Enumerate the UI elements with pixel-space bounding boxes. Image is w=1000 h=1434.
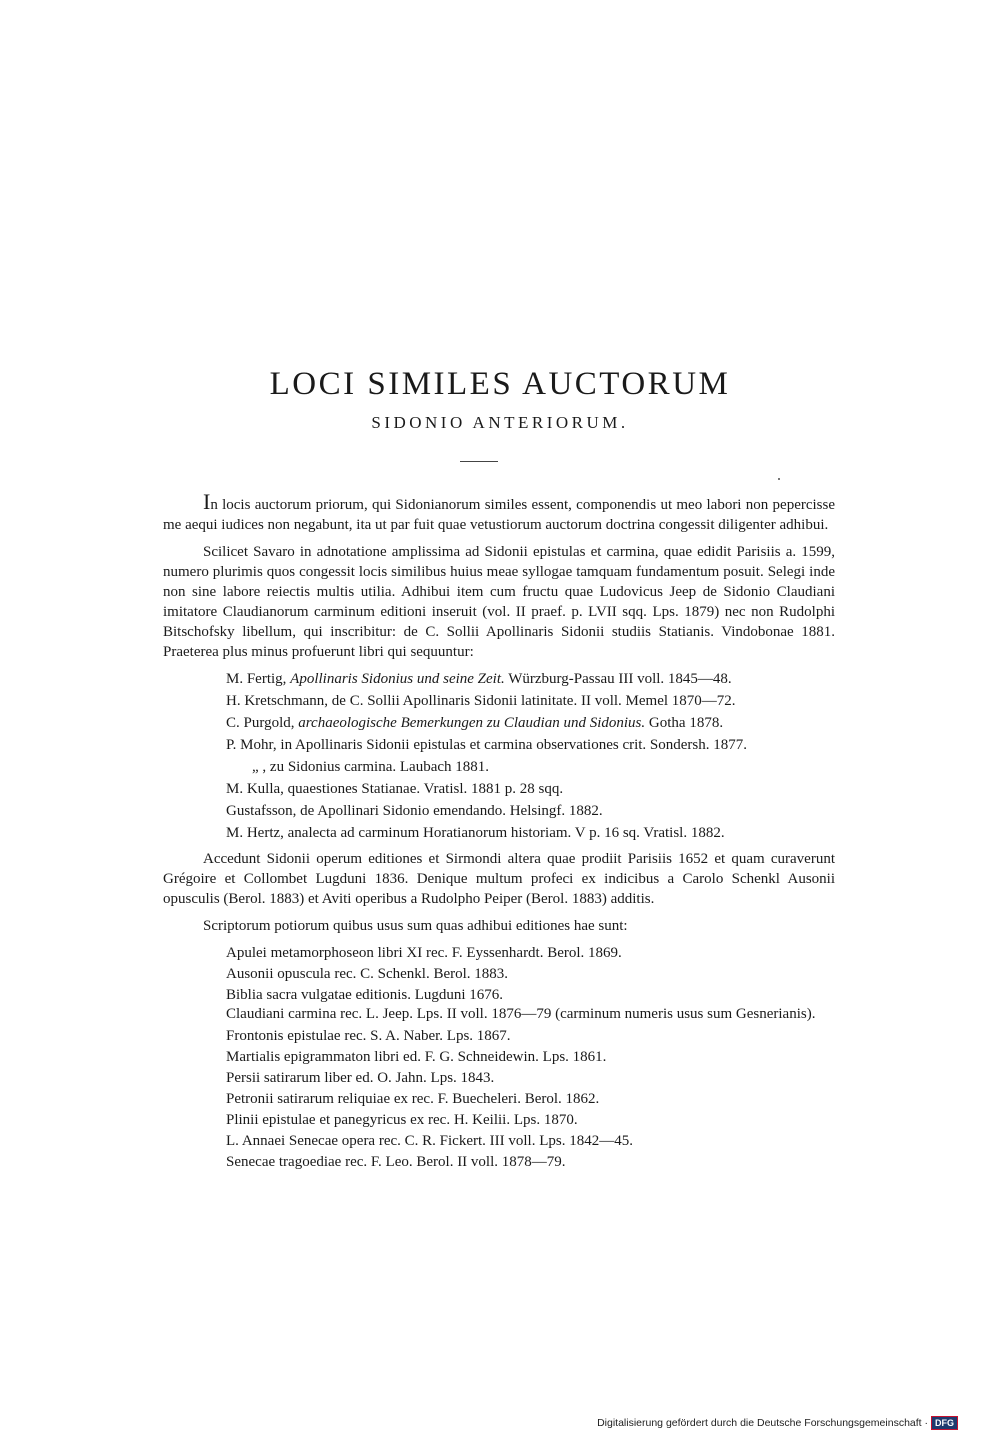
paragraph-editions: Accedunt Sidonii operum editiones et Sirmondi altera quae prodiit Parisiis 1652 et quam curaverunt Grégoire et Collombet Lugduni 1836. Denique multum profeci ex indicibus a Carolo Schenkl Ausonii opusculis (Berol. 1883) et Aviti operibus a Rudolpho Peiper (Berol. 1883) additis.: [163, 851, 835, 907]
edition-item: Frontonis epistulae rec. S. A. Naber. Lps. 1867.: [226, 1028, 511, 1044]
edition-item: Martialis epigrammaton libri ed. F. G. Schneidewin. Lps. 1861.: [226, 1049, 607, 1065]
reference-item: Gustafsson, de Apollinari Sidonio emendando. Helsingf. 1882.: [226, 803, 603, 819]
dfg-logo: DFG: [931, 1416, 958, 1430]
edition-item: Senecae tragoediae rec. F. Leo. Berol. II voll. 1878—79.: [226, 1154, 566, 1170]
edition-item: Apulei metamorphoseon libri XI rec. F. Eyssenhardt. Berol. 1869.: [226, 945, 622, 961]
reference-item: M. Fertig, Apollinaris Sidonius und seine Zeit. Würzburg-Passau III voll. 1845—48.: [226, 671, 732, 687]
edition-item: Plinii epistulae et panegyricus ex rec. H. Keilii. Lps. 1870.: [226, 1112, 578, 1128]
paragraph-intro-text: n locis auctorum priorum, qui Sidonianorum similes essent, componendis ut meo labori non pepercisse me aequi iudices non negabunt, ita ut par fuit quae vetustiorum auctorum doctrina congessit diligenter adhibui.: [163, 497, 835, 533]
initial-letter: I: [203, 489, 211, 514]
reference-item: M. Kulla, quaestiones Statianae. Vratisl. 1881 p. 28 sqq.: [226, 781, 564, 797]
reference-item: P. Mohr, in Apollinaris Sidonii epistulas et carmina observationes crit. Sondersh. 1877.: [226, 737, 748, 753]
paragraph-sources: Scilicet Savaro in adnotatione amplissima ad Sidonii epistulas et carmina, quae edidit Parisiis a. 1599, numero plurimis quos congessit locis similibus huius meae syllogae tamquam fundamentum posuit. Selegi inde non sine labore reiectis multis utilia. Adhibui item cum fructu quae Ludovicus Jeep de Sidonio Claudiani imitatore Claudianorum carminum editioni inseruit (vol. II praef. p. LVII sqq. Lps. 1879) nec non Rudolphi Bitschofsky libellum, qui inscribitur: de C. Sollii Apollinaris Sidonii studiis Statianis. Vindobonae 1881. Praeterea plus minus profuerunt libri qui sequuntur:: [163, 544, 835, 660]
edition-item: Persii satirarum liber ed. O. Jahn. Lps. 1843.: [226, 1070, 495, 1086]
edition-item: Claudiani carmina rec. L. Jeep. Lps. II voll. 1876—79 (carminum numeris usus sum Gesnerianis).: [226, 1006, 816, 1022]
editions-list: [163, 943, 835, 1172]
edition-item: Petronii satirarum reliquiae ex rec. F. Buecheleri. Berol. 1862.: [226, 1091, 600, 1107]
print-speck: [778, 478, 780, 480]
paragraph-editions-intro: Scriptorum potiorum quibus usus sum quas adhibui editiones hae sunt:: [203, 918, 628, 934]
edition-item: Ausonii opuscula rec. C. Schenkl. Berol. 1883.: [226, 966, 509, 982]
reference-item: M. Hertz, analecta ad carminum Horatianorum historiam. V p. 16 sq. Vratisl. 1882.: [226, 825, 725, 841]
digitization-credit: [597, 1416, 958, 1430]
edition-item: L. Annaei Senecae opera rec. C. R. Fickert. III voll. Lps. 1842—45.: [226, 1133, 633, 1149]
reference-item: H. Kretschmann, de C. Sollii Apollinaris Sidonii latinitate. II voll. Memel 1870—72.: [226, 693, 736, 709]
credit-text: Digitalisierung gefördert durch die Deutsche Forschungsgemeinschaft ·: [597, 1417, 928, 1429]
edition-item: Biblia sacra vulgatae editionis. Lugduni 1676.: [226, 987, 504, 1003]
page-title: LOCI SIMILES AUCTORUM: [269, 366, 731, 402]
page-subtitle: SIDONIO ANTERIORUM.: [371, 413, 629, 432]
reference-list: [163, 669, 835, 843]
body-text: [163, 489, 835, 1178]
reference-item: „ , zu Sidonius carmina. Laubach 1881.: [252, 759, 490, 775]
title-rule: [460, 461, 498, 462]
paragraph-intro: [163, 489, 835, 535]
reference-item: C. Purgold, archaeologische Bemerkungen zu Claudian und Sidonius. Gotha 1878.: [226, 715, 724, 731]
